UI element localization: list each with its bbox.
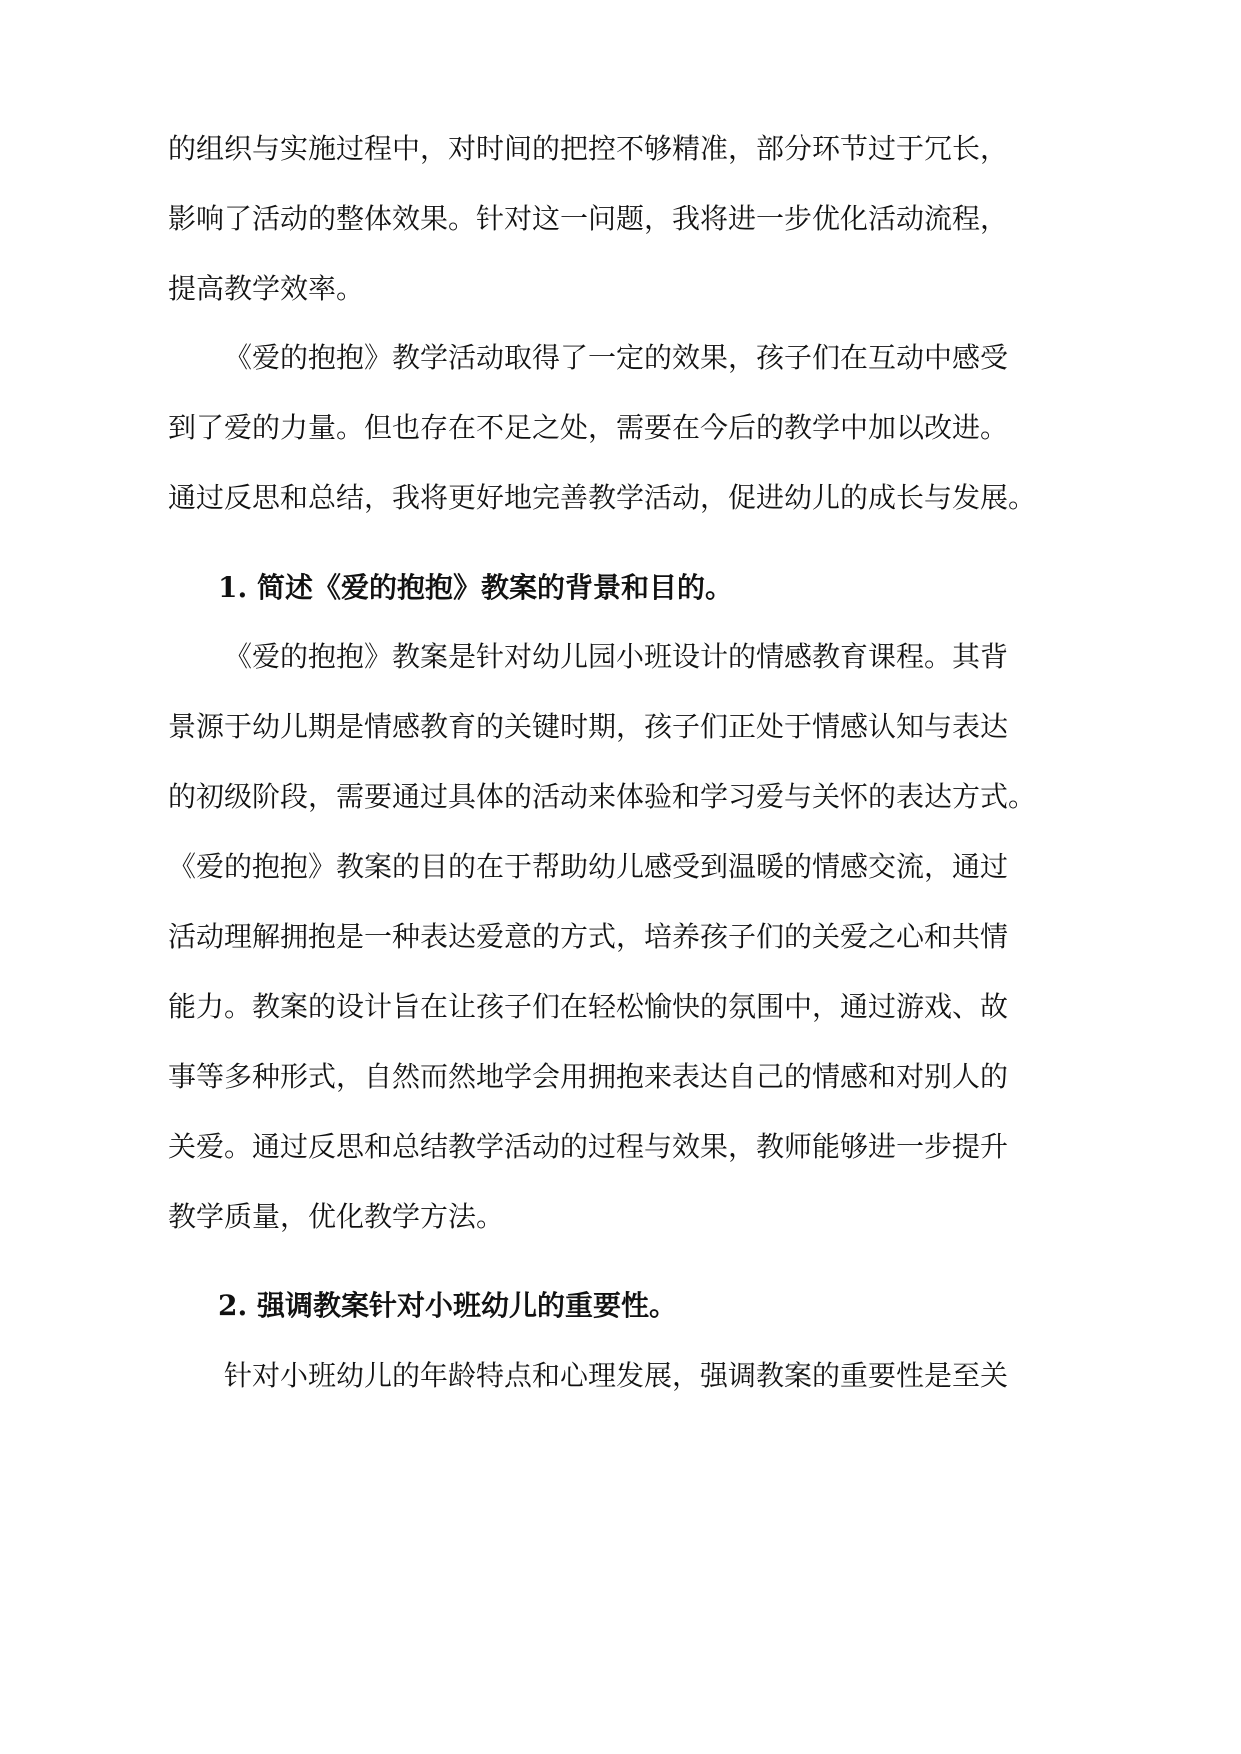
text-line: 影响了活动的整体效果。针对这一问题，我将进一步优化活动流程， — [168, 202, 1009, 235]
paragraph-line — [0, 403, 1241, 453]
paragraph-line — [0, 632, 1241, 682]
paragraph-line — [0, 333, 1241, 383]
section-heading — [0, 563, 1241, 613]
paragraph-line — [0, 473, 1241, 523]
paragraph-line — [0, 1351, 1241, 1401]
paragraph-line — [0, 1192, 1241, 1242]
text-line: 的组织与实施过程中，对时间的把控不够精准，部分环节过于冗长， — [168, 132, 1009, 165]
text-line: 活动理解拥抱是一种表达爱意的方式，培养孩子们的关爱之心和共情 — [168, 920, 1009, 953]
text-line: 景源于幼儿期是情感教育的关键时期，孩子们正处于情感认知与表达 — [168, 710, 1009, 743]
paragraph-line — [0, 124, 1241, 174]
text-line: 提高教学效率。 — [168, 272, 365, 305]
text-line: 到了爱的力量。但也存在不足之处，需要在今后的教学中加以改进。 — [168, 411, 1009, 444]
heading-text: 1. 简述《爱的抱抱》教案的背景和目的。 — [218, 571, 733, 604]
text-line: 能力。教案的设计旨在让孩子们在轻松愉快的氛围中，通过游戏、故 — [168, 990, 1009, 1023]
paragraph-line — [0, 194, 1241, 244]
text-line: 教学质量，优化教学方法。 — [168, 1200, 505, 1233]
text-line: 的初级阶段，需要通过具体的活动来体验和学习爱与关怀的表达方式。 — [168, 780, 1037, 813]
paragraph-line — [0, 1052, 1241, 1102]
paragraph-line — [0, 702, 1241, 752]
paragraph-line — [0, 912, 1241, 962]
text-line: 《爱的抱抱》教学活动取得了一定的效果，孩子们在互动中感受 — [224, 341, 1009, 374]
paragraph-line — [0, 264, 1241, 314]
text-line: 《爱的抱抱》教案是针对幼儿园小班设计的情感教育课程。其背 — [224, 640, 1009, 673]
paragraph-line — [0, 982, 1241, 1032]
text-line: 《爱的抱抱》教案的目的在于帮助幼儿感受到温暖的情感交流，通过 — [168, 850, 1009, 883]
heading-text: 2. 强调教案针对小班幼儿的重要性。 — [218, 1289, 677, 1322]
text-line: 通过反思和总结，我将更好地完善教学活动，促进幼儿的成长与发展。 — [168, 481, 1037, 514]
paragraph-line — [0, 842, 1241, 892]
text-line: 事等多种形式，自然而然地学会用拥抱来表达自己的情感和对别人的 — [168, 1060, 1009, 1093]
paragraph-line — [0, 772, 1241, 822]
paragraph-line — [0, 1122, 1241, 1172]
text-line: 关爱。通过反思和总结教学活动的过程与效果，教师能够进一步提升 — [168, 1130, 1009, 1163]
text-line: 针对小班幼儿的年龄特点和心理发展，强调教案的重要性是至关 — [224, 1359, 1009, 1392]
section-heading — [0, 1281, 1241, 1331]
